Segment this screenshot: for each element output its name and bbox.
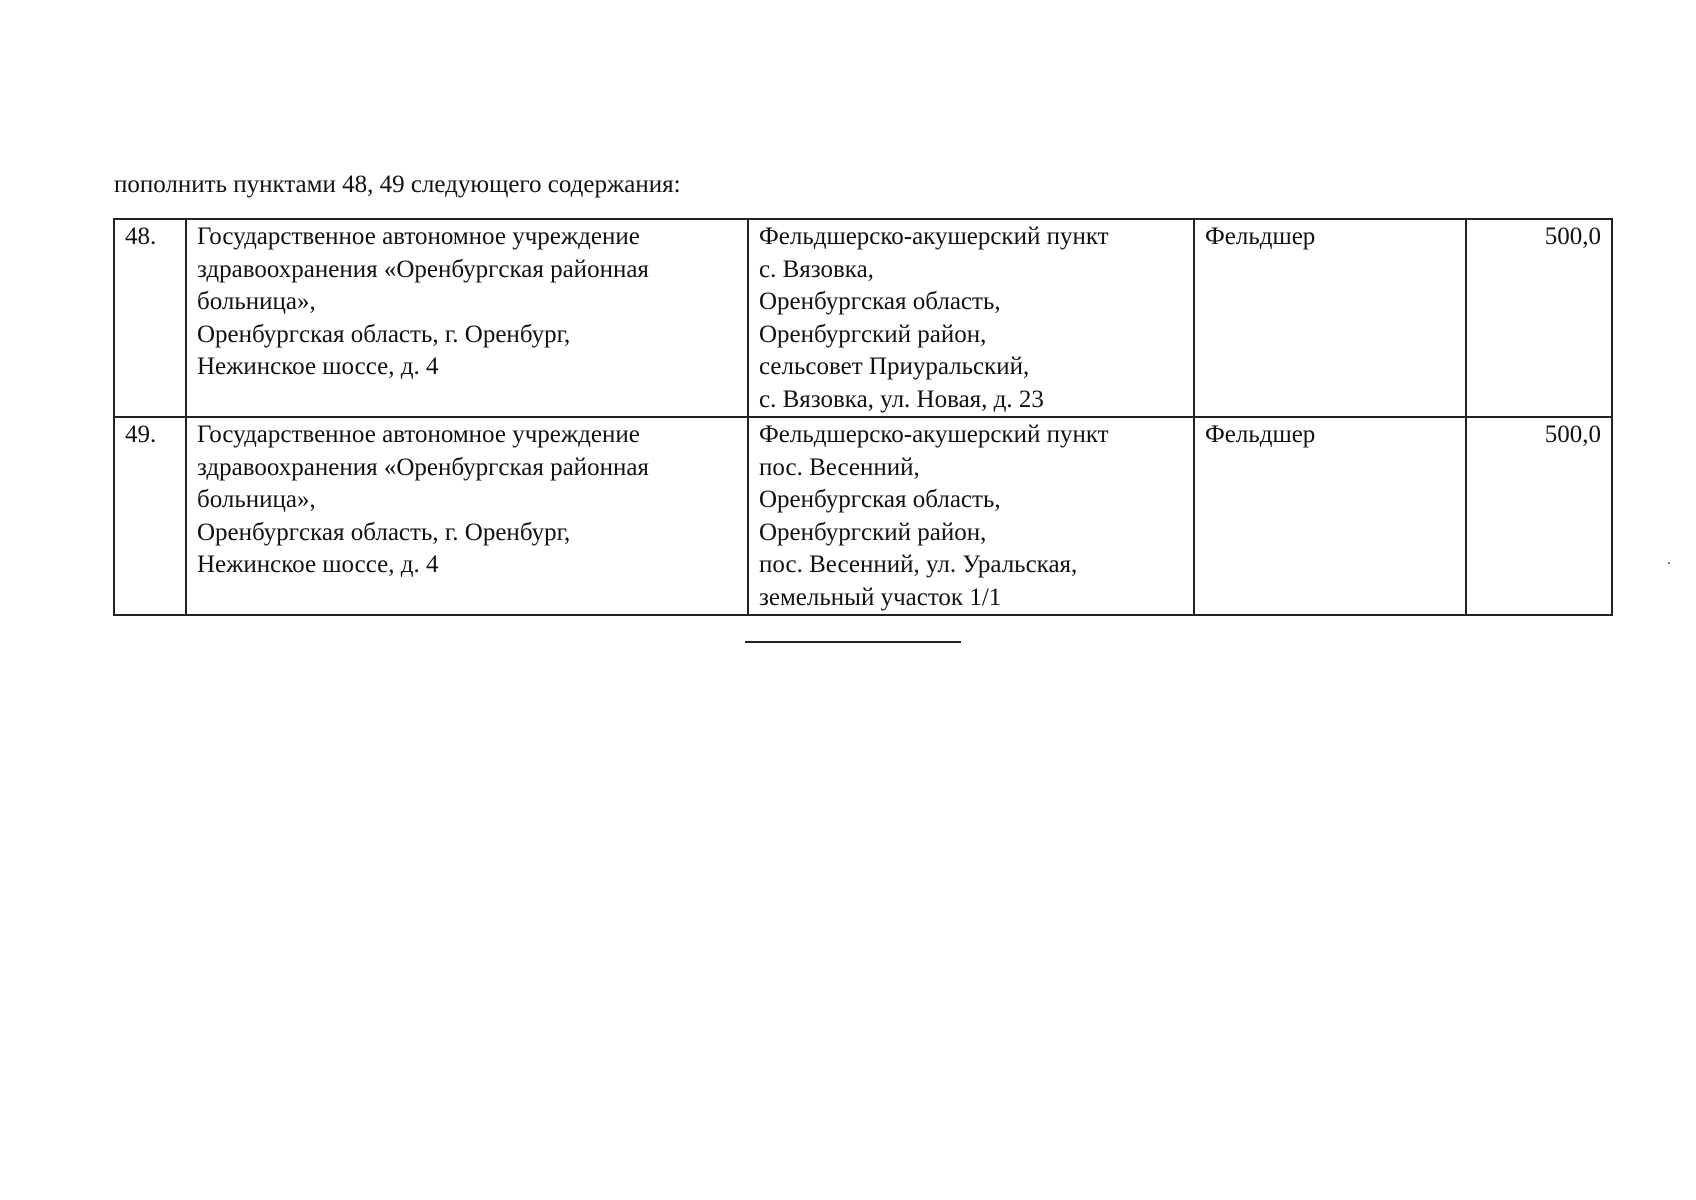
point-line: земельный участок 1/1 (759, 583, 1002, 611)
organization-line: Государственное автономное учреждение (197, 223, 640, 250)
row-number: 48. (114, 219, 186, 417)
organization-line: здравоохранения «Оренбургская районная (197, 453, 649, 481)
point-line: Фельдшерско-акушерский пункт (759, 223, 1109, 250)
organization-cell (186, 417, 748, 615)
organization-line: Нежинское шоссе, д. 4 (197, 551, 439, 578)
table-row (114, 417, 1612, 615)
point-line: пос. Весенний, ул. Уральская, (759, 551, 1078, 578)
organization-line: больница», (197, 288, 316, 315)
point-line: Оренбургский район, (759, 320, 987, 348)
point-line: Оренбургская область, (759, 288, 1001, 315)
row-number: 49. (114, 417, 186, 615)
point-line: пос. Весенний, (759, 453, 920, 481)
position-cell: Фельдшер (1194, 219, 1466, 417)
point-line: сельсовет Приуральский, (759, 353, 1030, 380)
organization-line: Оренбургская область, г. Оренбург, (197, 518, 571, 546)
organization-line: Государственное автономное учреждение (197, 421, 640, 448)
position-cell: Фельдшер (1194, 417, 1466, 615)
amount-cell: 500,0 (1466, 417, 1612, 615)
table-row (114, 219, 1612, 417)
organization-cell (186, 219, 748, 417)
scan-artifact (1668, 562, 1670, 564)
point-line: с. Вязовка, ул. Новая, д. 23 (759, 385, 1044, 413)
amendment-table (113, 218, 1613, 616)
organization-line: больница», (197, 486, 316, 513)
point-line: Фельдшерско-акушерский пункт (759, 421, 1109, 448)
organization-line: здравоохранения «Оренбургская районная (197, 255, 649, 283)
point-cell (748, 417, 1194, 615)
point-line: Оренбургская область, (759, 486, 1001, 513)
organization-line: Нежинское шоссе, д. 4 (197, 353, 439, 380)
point-line: с. Вязовка, (759, 255, 874, 283)
point-line: Оренбургский район, (759, 518, 987, 546)
intro-text: пополнить пунктами 48, 49 следующего содержания: (114, 171, 681, 198)
organization-line: Оренбургская область, г. Оренбург, (197, 320, 571, 348)
amount-cell: 500,0 (1466, 219, 1612, 417)
point-cell (748, 219, 1194, 417)
closing-divider (745, 641, 961, 643)
